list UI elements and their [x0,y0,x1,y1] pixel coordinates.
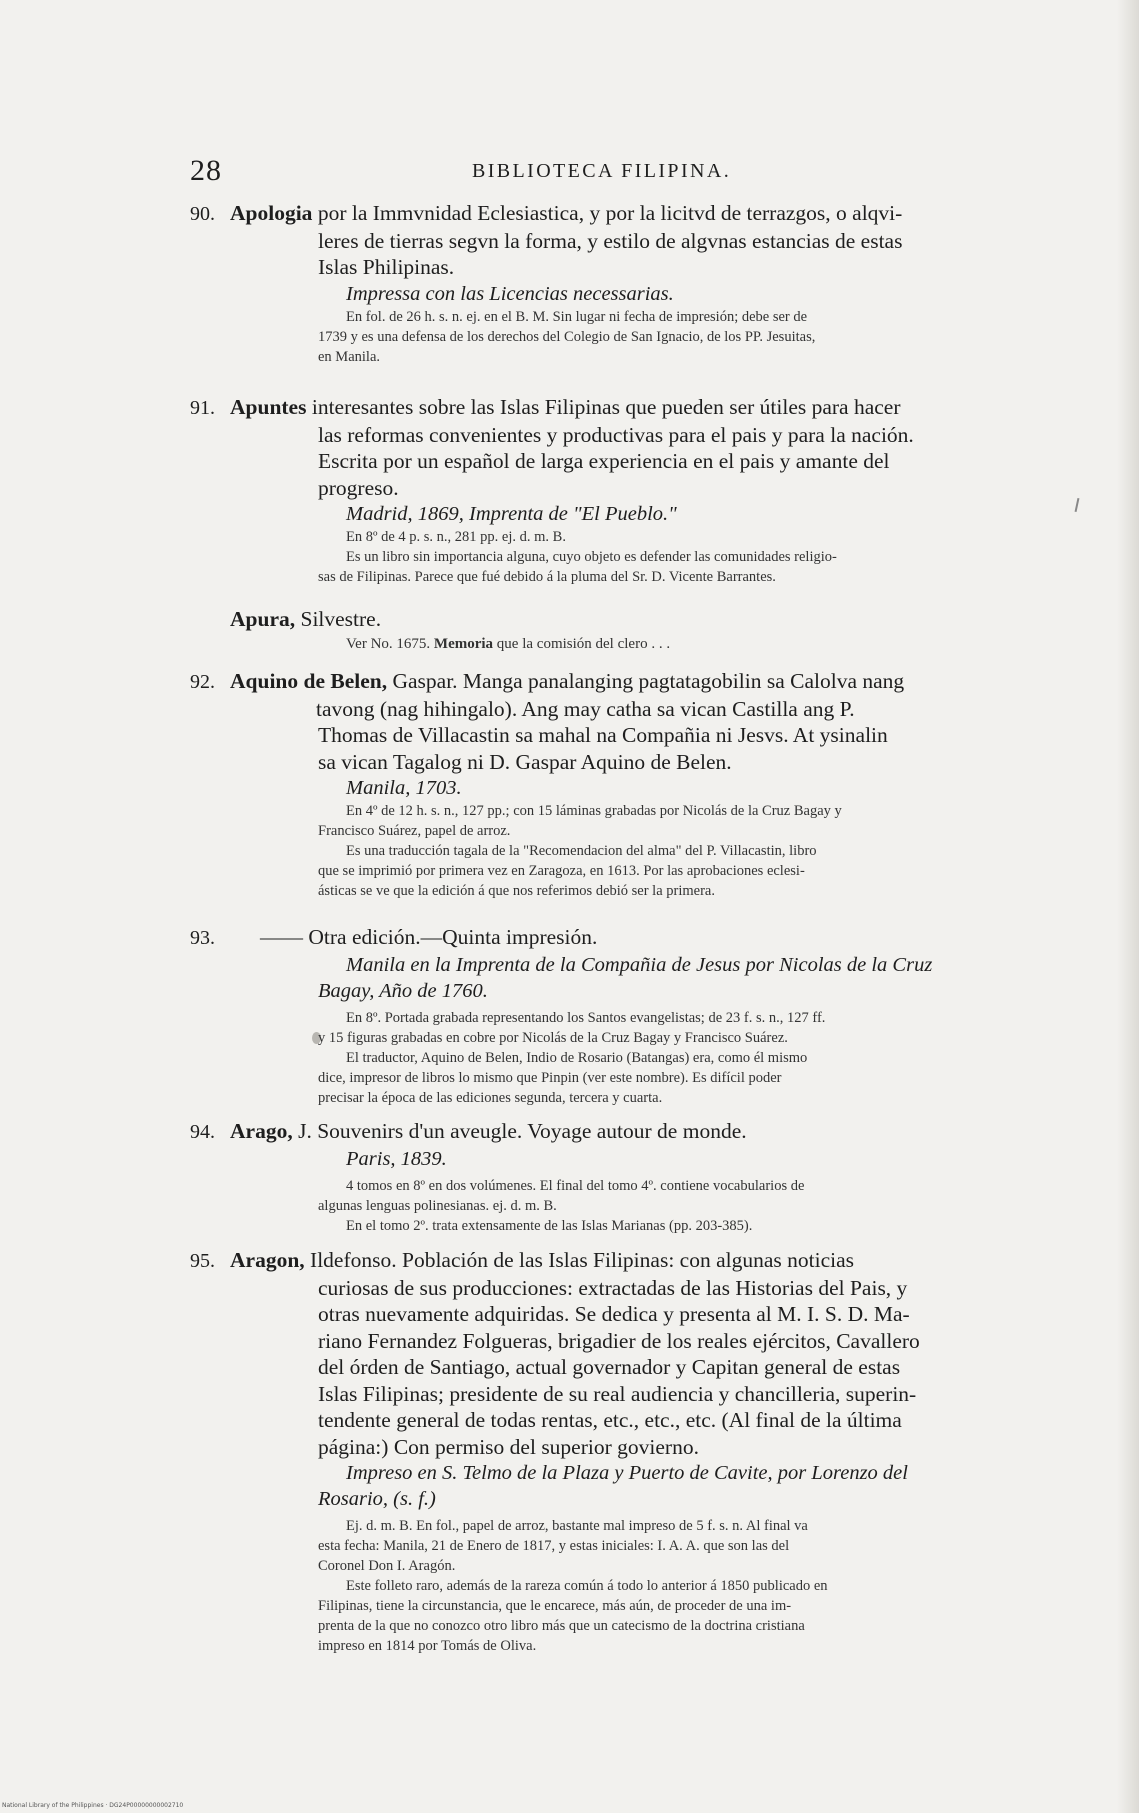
entry-text: —— Otra edición.—Quinta impresión. [260,925,598,949]
entry-note: sas de Filipinas. Parece que fué debido á la pluma del Sr. D. Vicente Barrantes. [318,569,776,585]
see-text: que la comisión del clero . . . [496,635,671,652]
entry-imprint: Madrid, 1869, Imprenta de "El Pueblo." [346,503,677,525]
entry-note: en Manila. [318,348,381,365]
see-reference: Ver No. 1675. [346,635,431,652]
entry-text: Ildefonso. Población de las Islas Filipinas: con algunas noticias [310,1248,855,1272]
entry-94 [190,1118,1058,1236]
entry-apura [190,606,1058,655]
entry-text: J. Souvenirs d'un aveugle. Voyage autour de monde. [298,1119,747,1143]
entry-number: 93. [190,927,215,949]
entry-note: precisar la época de las ediciones segunda, tercera y cuarta. [318,1089,663,1106]
entry-text: por la Immvnidad Eclesiastica, y por la licitvd de terrazgos, o alqvi- [317,201,903,225]
entry-text: leres de tierras segvn la forma, y estilo de algvnas estancias de estas [318,228,903,253]
entry-headword: Apura, [230,607,296,631]
entry-text: Islas Philipinas. [318,255,455,279]
entry-text: del órden de Santiago, actual governador y Capitan general de estas [318,1355,901,1379]
entry-text: sa vican Tagalog ni D. Gaspar Aquino de Belen. [318,749,732,774]
entry-number: 91. [190,397,215,419]
entry-93 [190,924,1058,1108]
entry-note: Es un libro sin importancia alguna, cuyo objeto es defender las comunidades religio- [346,549,837,565]
entry-note: esta fecha: Manila, 21 de Enero de 1817, y estas iniciales: I. A. A. que son las del [318,1538,790,1554]
entry-note: Es una traducción tagala de la "Recomendacion del alma" del P. Villacastin, libro [346,843,817,859]
entry-text: tavong (nag hihingalo). Ang may catha sa vican Castilla ang P. [316,696,855,721]
entry-text: otras nuevamente adquiridas. Se dedica y presenta al M. I. S. D. Ma- [318,1302,910,1326]
entry-note: Filipinas, tiene la circunstancia, que le encarece, más aún, de proceder de una im- [318,1598,792,1614]
entry-note: que se imprimió por primera vez en Zaragoza, en 1613. Por las aprobaciones eclesi- [318,863,805,879]
entry-text: interesantes sobre las Islas Filipinas que pueden ser útiles para hacer [311,395,901,419]
entry-note: En fol. de 26 h. s. n. ej. en el B. M. Sin lugar ni fecha de impresión; debe ser de [346,308,808,325]
entry-text: progreso. [318,475,399,500]
page-number: 28 [190,154,222,187]
entry-note: El traductor, Aquino de Belen, Indio de Rosario (Batangas) era, como él mismo [346,1049,808,1066]
cross-reference [190,633,1058,655]
entry-imprint: Rosario, (s. f.) [318,1488,436,1510]
entry-number: 90. [190,203,215,225]
entry-text: riano Fernandez Folgueras, brigadier de los reales ejércitos, Cavallero [318,1328,920,1353]
entry-text: curiosas de sus producciones: extractadas de las Historias del Pais, y [318,1275,908,1300]
entry-text: tendente general de todas rentas, etc., etc., etc. (Al final de la última [318,1408,902,1432]
entry-imprint: Manila, 1703. [346,777,462,799]
entry-note: En 4º de 12 h. s. n., 127 pp.; con 15 láminas grabadas por Nicolás de la Cruz Bagay y [346,803,842,819]
entry-95 [190,1247,1058,1656]
entry-note: Ej. d. m. B. En fol., papel de arroz, bastante mal impreso de 5 f. s. n. Al final va [346,1518,808,1534]
entry-91 [190,394,1058,587]
entry-number: 92. [190,671,215,693]
entry-headword: Arago, [230,1119,293,1143]
entry-note: prenta de la que no conozco otro libro más que un catecismo de la doctrina cristiana [318,1618,805,1634]
entry-text: Islas Filipinas; presidente de su real audiencia y chancilleria, superin- [318,1381,917,1406]
margin-mark [1075,498,1080,512]
entry-imprint: Manila en la Imprenta de la Compañia de Jesus por Nicolas de la Cruz [346,953,933,976]
entry-90 [190,200,1058,367]
entry-text: las reformas convenientes y productivas para el pais y para la nación. [318,422,914,447]
page-header [190,154,1060,190]
entry-note: ásticas se ve que la edición á que nos referimos debió ser la primera. [318,883,715,899]
entry-note: impreso en 1814 por Tomás de Oliva. [318,1638,537,1654]
entry-note: Francisco Suárez, papel de arroz. [318,823,511,839]
entry-headword: Aragon, [230,1248,305,1272]
entry-text: página:) Con permiso del superior govierno. [318,1434,699,1459]
entry-imprint: Paris, 1839. [346,1147,447,1170]
running-title: BIBLIOTECA FILIPINA. [472,160,732,182]
entry-headword: Apuntes [230,395,307,419]
page-edge-shadow [1117,0,1139,1813]
entry-note: algunas lenguas polinesianas. ej. d. m. B. [318,1197,557,1214]
entry-note: dice, impresor de libros lo mismo que Pinpin (ver este nombre). Es difícil poder [318,1069,782,1086]
entry-number: 95. [190,1250,215,1272]
entry-note: Coronel Don I. Aragón. [318,1558,456,1574]
entry-note: En el tomo 2º. trata extensamente de las Islas Marianas (pp. 203-385). [346,1217,753,1234]
entry-imprint: Bagay, Año de 1760. [318,979,488,1002]
entry-headword: Aquino de Belen, [230,669,388,693]
entry-text: Thomas de Villacastin sa mahal na Compañia ni Jesvs. At ysinalin [318,723,888,747]
scan-footer: National Library of the Philippines · DG24P00000000002710 [2,1802,184,1809]
entry-92 [190,668,1058,901]
entry-note: Este folleto raro, además de la rareza común á todo lo anterior á 1850 publicado en [346,1578,828,1594]
entry-headword: Apologia [230,201,313,225]
entry-note: 1739 y es una defensa de los derechos del Colegio de San Ignacio, de los PP. Jesuitas, [318,328,816,345]
entry-text: Escrita por un español de larga experiencia en el pais y amante del [318,449,890,473]
see-title: Memoria [433,635,494,652]
entry-note: En 8º. Portada grabada representando los Santos evangelistas; de 23 f. s. n., 127 ff. [346,1009,826,1026]
entry-number: 94. [190,1121,215,1143]
entry-note: En 8º de 4 p. s. n., 281 pp. ej. d. m. B. [346,529,566,545]
entry-imprint: Impressa con las Licencias necessarias. [346,282,674,305]
entry-text: Gaspar. Manga panalanging pagtatagobilin sa Calolva nang [392,669,905,693]
entry-note: y 15 figuras grabadas en cobre por Nicolás de la Cruz Bagay y Francisco Suárez. [318,1029,788,1046]
entry-imprint: Impreso en S. Telmo de la Plaza y Puerto de Cavite, por Lorenzo del [346,1462,908,1484]
entry-text: Silvestre. [300,607,382,631]
entry-note: 4 tomos en 8º en dos volúmenes. El final del tomo 4º. contiene vocabularios de [346,1177,805,1194]
